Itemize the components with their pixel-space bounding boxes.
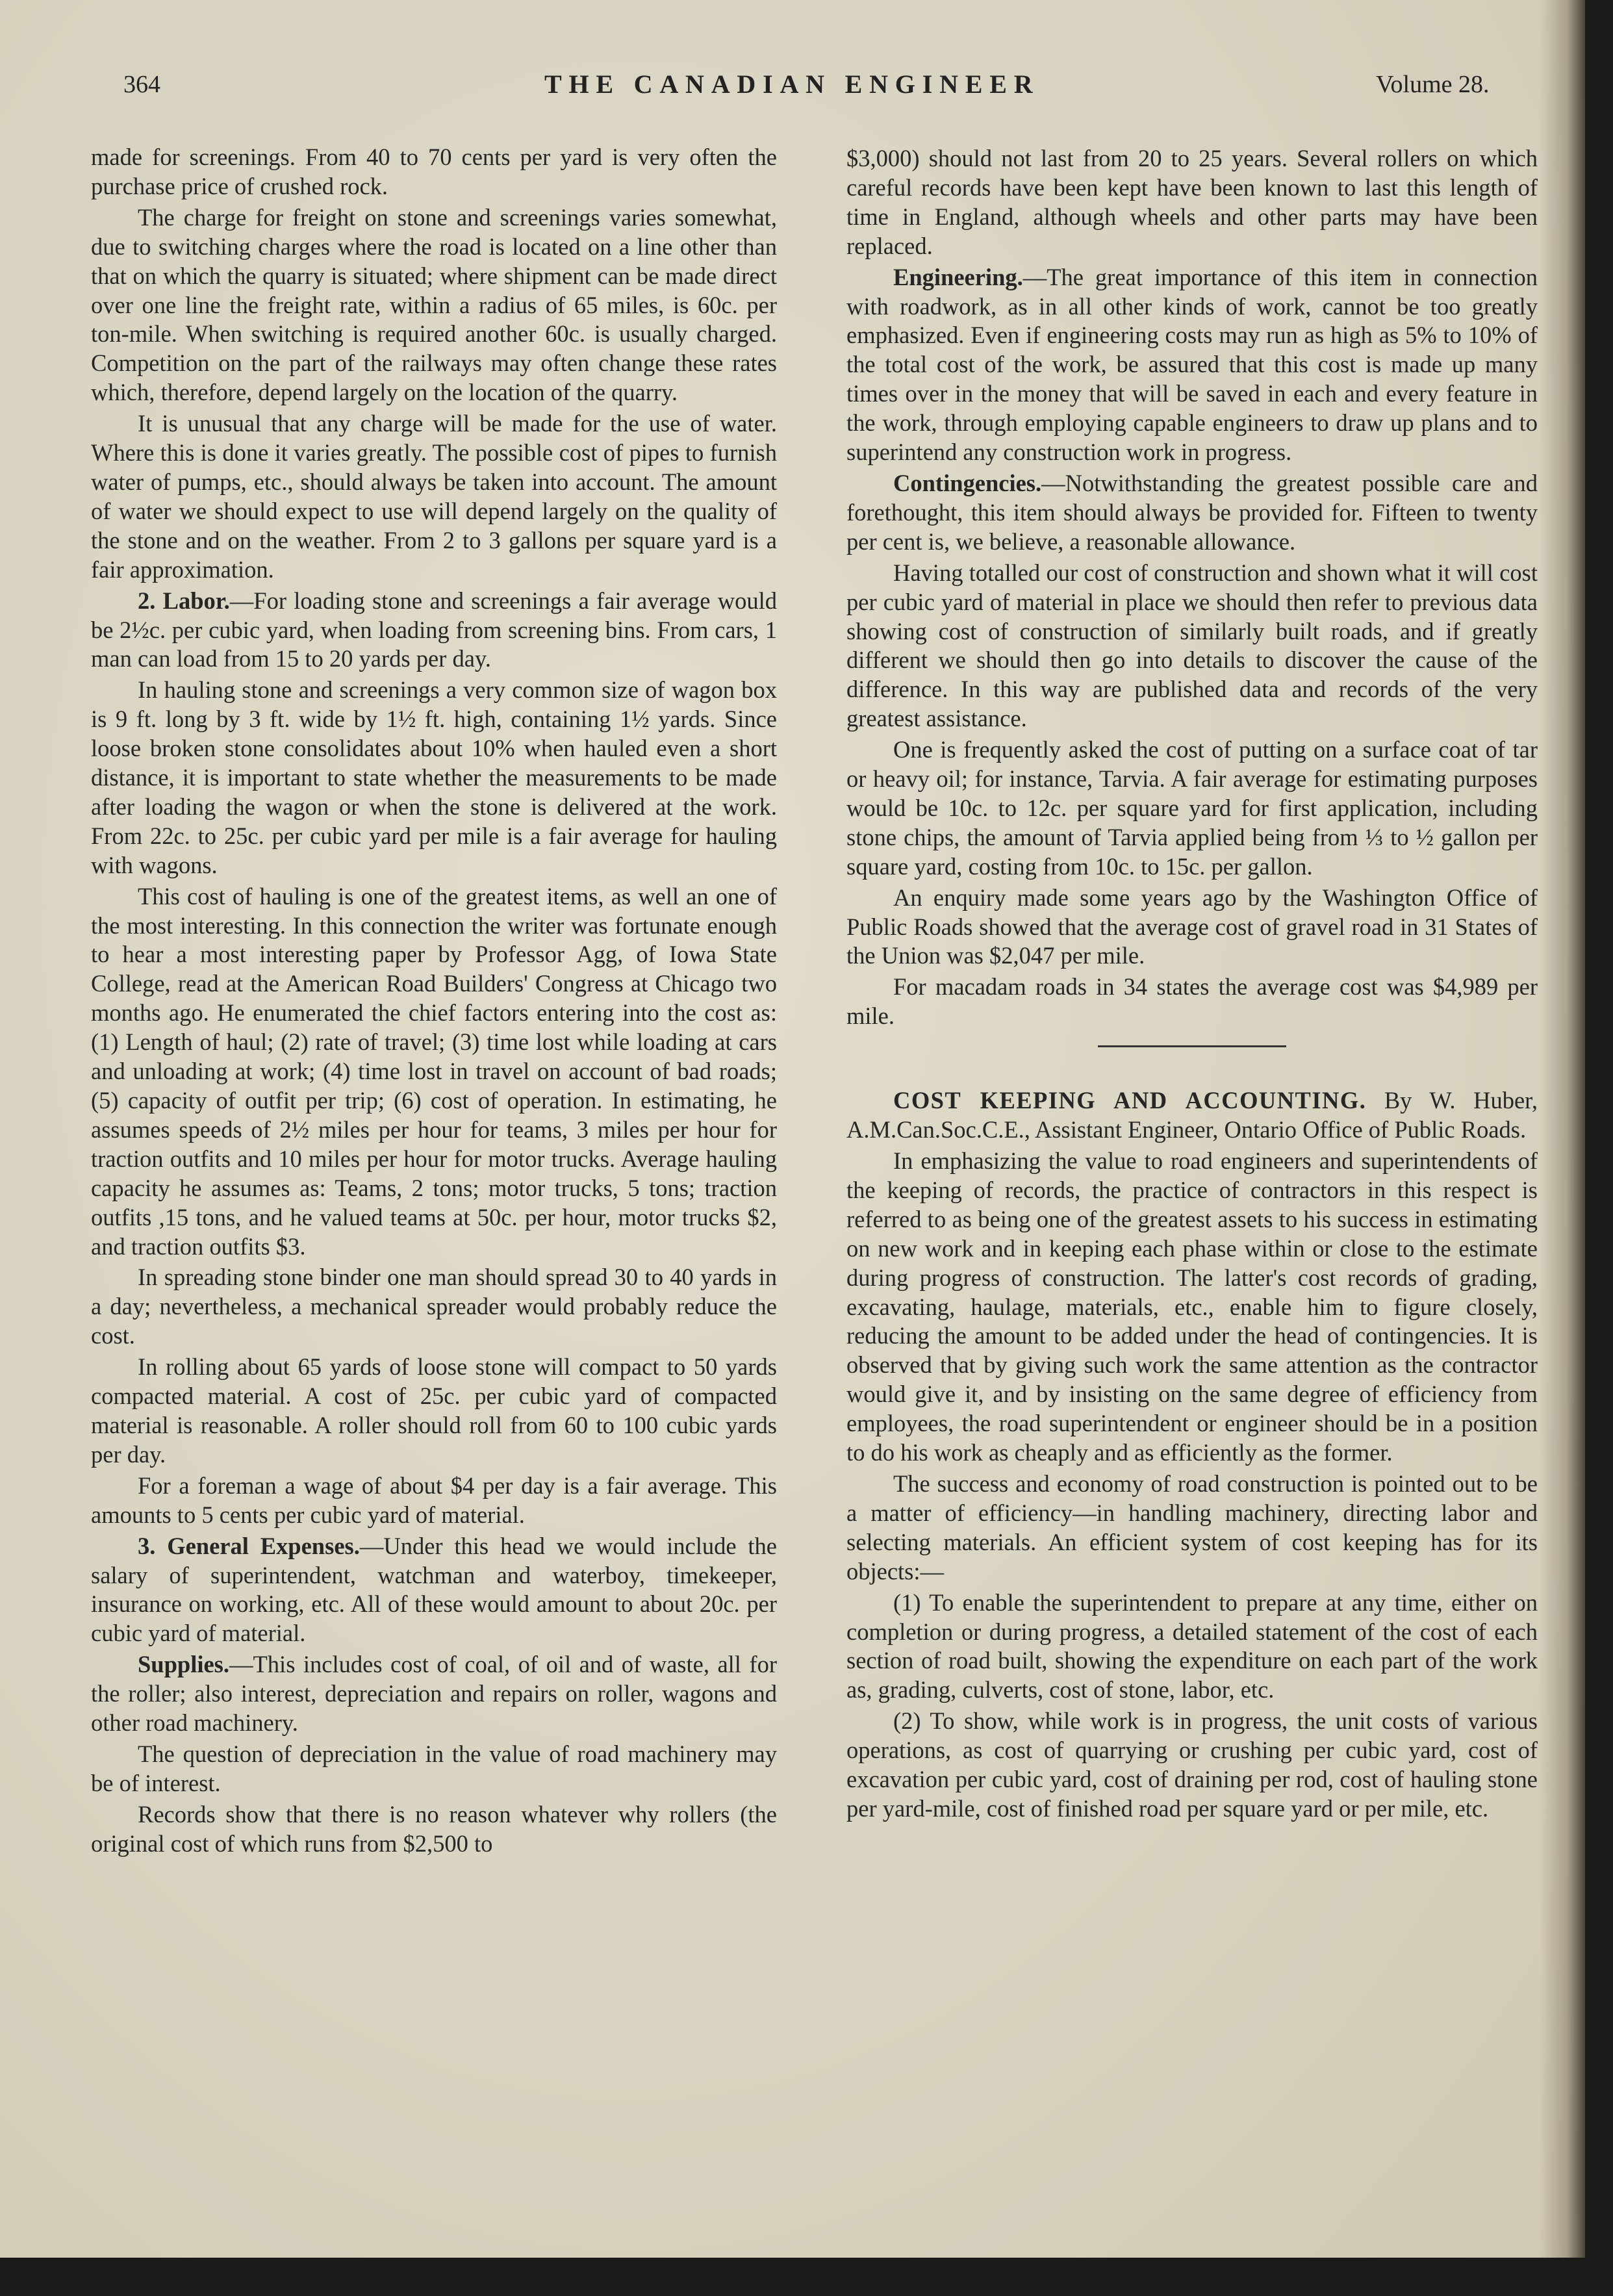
paragraph: Records show that there is no reason whatever why rollers (the original cost of which runs from $2,500 to — [91, 1800, 777, 1857]
right-column — [846, 144, 1538, 1826]
paragraph: $3,000) should not last from 20 to 25 years. Several rollers on which careful records have been kept have been known to last this length of time in England, although wheels and other parts may have been replaced. — [846, 145, 1538, 259]
paragraph: (1) To enable the superintendent to prepare at any time, either on completion or during progress, a detailed statement of the cost of each section of road built, showing the expenditure on each part of the work as, grading, culverts, cost of stone, labor, etc. — [846, 1588, 1538, 1703]
paragraph: In hauling stone and screenings a very common size of wagon box is 9 ft. long by 3 ft. wide by 1½ ft. high, containing 1½ yards. Since loose broken stone consolidates about 10% when hauled even a short distance, it is important to state whether the measurements to be made after loading the wagon or when the stone is delivered at the work. From 22c. to 25c. per cubic yard per mile is a fair average for hauling with wagons. — [91, 676, 777, 878]
paragraph: For macadam roads in 34 states the average cost was $4,989 per mile. — [846, 973, 1538, 1030]
running-header — [0, 70, 1585, 109]
section-heading-supplies: Supplies. — [138, 1651, 230, 1678]
article-byline: By W. Huber, A.M.Can.Soc.C.E., Assistant Engineer, Ontario Office of Public Roads. — [846, 1087, 1538, 1143]
paragraph: An enquiry made some years ago by the Washington Office of Public Roads showed that the average cost of gravel road in 31 States of the Union was $2,047 per mile. — [846, 884, 1538, 969]
paragraph: The charge for freight on stone and screenings varies somewhat, due to switching charges where the road is located on a line other than that on which the quarry is situated; where shipment can be made direct over one line the freight rate, within a radius of 65 miles, is 60c. per ton-mile. When switching is required another 60c. is usually charged. Competition on the part of the railways may often change these rates which, therefore, depend largely on the location of the quarry. — [91, 203, 777, 406]
paragraph: It is unusual that any charge will be made for the use of water. Where this is done it varies greatly. The possible cost of pipes to furnish water of pumps, etc., should always be taken into account. The amount of water we should expect to use will depend largely on the quality of the stone and on the weather. From 2 to 3 gallons per square yard is a fair approximation. — [91, 410, 777, 583]
section-heading-engineering: Engineering. — [893, 263, 1023, 290]
journal-title: THE CANADIAN ENGINEER — [544, 70, 1040, 99]
paragraph: made for screenings. From 40 to 70 cents per yard is very often the purchase price of crushed rock. — [91, 144, 777, 199]
paragraph: In spreading stone binder one man should spread 30 to 40 yards in a day; nevertheless, a mechanical spreader would probably reduce the cost. — [91, 1264, 777, 1349]
paragraph: For a foreman a wage of about $4 per day is a fair average. This amounts to 5 cents per cubic yard of material. — [91, 1472, 777, 1528]
paragraph: In rolling about 65 yards of loose stone will compact to 50 yards compacted material. A cost of 25c. per cubic yard of compacted material is reasonable. A roller should roll from 60 to 100 cubic yards per day. — [91, 1353, 777, 1468]
paragraph: 2. Labor.—For loading stone and screenings a fair average would be 2½c. per cubic yard, when loading from screening bins. From cars, 1 man can load from 15 to 20 yards per day. — [91, 587, 778, 672]
paragraph: Contingencies.—Notwithstanding the greatest possible care and forethought, this item should always be provided for. Fifteen to twenty per cent is, we believe, a reasonable allowance. — [846, 469, 1538, 555]
paragraph: Supplies.—This includes cost of coal, of oil and of waste, all for the roller; also interest, depreciation and repairs on roller, wagons and other road machinery. — [91, 1651, 777, 1737]
paragraph: Engineering.—The great importance of this item in connection with roadwork, as in all other kinds of work, cannot be too greatly emphasized. Even if engineering costs may run as high as 5% to 10% of the total cost of the work, be assured that this cost is made up many times over in the money that will be saved in each and every feature in the work, through employing capable engineers to draw up plans and to superintend any construction work in progress. — [846, 263, 1538, 466]
paragraph: The question of depreciation in the value of road machinery may be of interest. — [91, 1740, 777, 1796]
paragraph: In emphasizing the value to road engineers and superintendents of the keeping of records, the practice of contractors in this respect is referred to as being one of the greatest assets to his success in estimating on new work and in keeping each phase within or close to the estimate during progress of construction. The latter's cost records of grading, excavating, haulage, materials, etc., enable him to figure closely, reducing the amount to be added under the head of contingencies. It is observed that by giving such work the same attention as the contractor would give it, and by insisting on the same degree of efficiency from employees, the road superintendent or engineer should be in a position to do his work as cheaply and as efficiently as the former. — [846, 1147, 1538, 1466]
section-heading-contingencies: Contingencies. — [893, 469, 1042, 496]
page-edge-shadow — [1540, 0, 1585, 2258]
page-number: 364 — [123, 71, 160, 98]
paragraph: Having totalled our cost of construction and shown what it will cost per cubic yard of material in place we should then refer to previous data showing cost of construction of similarly built roads, and if greatly different we should then go into details to discover the cause of the difference. In this way are published data and records of the very greatest assistance. — [846, 559, 1538, 732]
section-heading-labor: 2. Labor. — [138, 587, 230, 614]
paragraph: One is frequently asked the cost of putting on a surface coat of tar or heavy oil; for instance, Tarvia. A fair average for estimating purposes would be 10c. to 12c. per square yard for first application, including stone chips, the amount of Tarvia applied being from ⅓ to ½ gallon per square yard, costing from 10c. to 15c. per gallon. — [846, 736, 1538, 880]
paragraph: (2) To show, while work is in progress, the unit costs of various operations, as cost of quarrying or crushing per cubic yard, cost of excavation per cubic yard, cost of draining per rod, cost of hauling stone per yard-mile, cost of finished road per square yard or per mile, etc. — [846, 1707, 1538, 1822]
article-heading — [846, 1086, 1538, 1145]
paragraph: The success and economy of road construction is pointed out to be a matter of efficiency—in handling machinery, directing labor and selecting materials. An efficient system of cost keeping has for its objects:— — [846, 1470, 1538, 1585]
section-heading-general-expenses: 3. General Expenses. — [138, 1532, 360, 1559]
paragraph: This cost of hauling is one of the greatest items, as well an one of the most interesting. In this connection the writer was fortunate enough to hear a most interesting paper by Professor Agg, of Iowa State College, read at the American Road Builders' Congress at Chicago two months ago. He enumerated the chief factors entering into the cost as: (1) Length of haul; (2) rate of travel; (3) time lost while loading at cars and unloading at work; (4) time lost in travel on account of bad roads; (5) capacity of outfit per trip; (6) cost of operation. In estimating, he assumes speeds of 2½ miles per hour for teams, 3 miles per hour for traction outfits and 10 miles per hour for motor trucks. Average hauling capacity he assumes as: Teams, 2 tons; motor trucks, 5 tons; traction outfits ,15 tons, and he valued teams at 50c. per hour, motor trucks $2, and traction outfits $3. — [91, 882, 777, 1260]
section-divider — [1098, 1045, 1286, 1047]
article-title: COST KEEPING AND ACCOUNTING. — [893, 1087, 1367, 1114]
left-column — [91, 143, 777, 1861]
paragraph: 3. General Expenses.—Under this head we would include the salary of superintendent, watchman and waterboy, timekeeper, insurance on working, etc. All of these would amount to about 20c. per cubic yard of material. — [91, 1532, 777, 1647]
volume-label: Volume 28. — [1376, 71, 1490, 98]
